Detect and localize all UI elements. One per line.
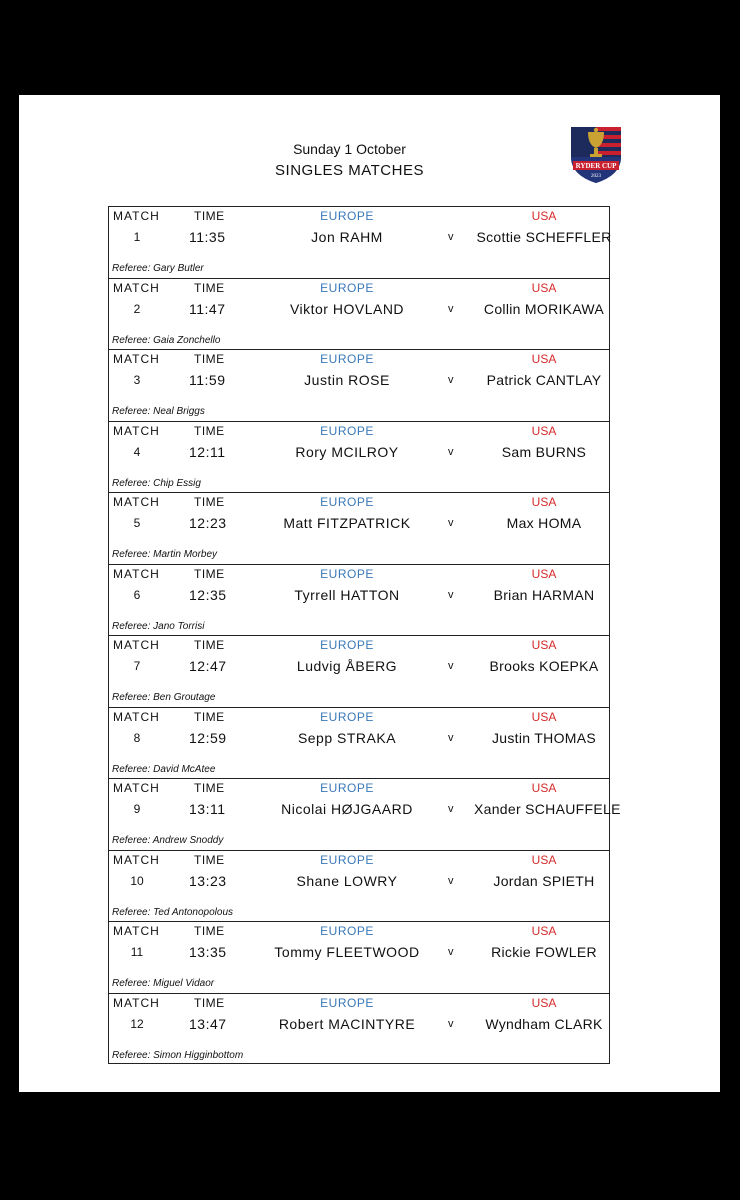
europe-column-label: EUROPE — [320, 352, 374, 366]
match-column-label: MATCH — [113, 280, 160, 295]
tee-time: 11:35 — [189, 229, 226, 245]
referee-name: Referee: Chip Essig — [112, 477, 201, 489]
time-column-label: TIME — [194, 781, 225, 795]
referee-name: Referee: Ben Groutage — [112, 692, 216, 703]
usa-column-label: USA — [531, 566, 557, 581]
tee-time: 13:11 — [189, 801, 226, 817]
match-number: 7 — [133, 659, 141, 673]
tee-time: 12:23 — [189, 515, 227, 531]
match-row — [109, 851, 609, 923]
logo-wordmark: RYDER CUP — [575, 162, 617, 170]
tee-time: 11:47 — [189, 300, 226, 317]
time-column-label: TIME — [194, 280, 225, 295]
versus-label: v — [448, 588, 454, 601]
europe-player: Viktor HOVLAND — [289, 300, 405, 317]
match-column-label: MATCH — [113, 924, 160, 938]
versus-label: v — [448, 731, 454, 744]
match-row — [109, 636, 609, 708]
europe-player: Tommy FLEETWOOD — [274, 944, 420, 960]
usa-player: Sam BURNS — [501, 443, 587, 460]
match-row — [109, 565, 609, 637]
versus-label: v — [448, 1017, 454, 1030]
versus-label: v — [448, 946, 454, 958]
europe-column-label: EUROPE — [320, 423, 374, 438]
versus-label: v — [448, 660, 454, 672]
europe-column-label: EUROPE — [320, 995, 374, 1010]
time-column-label: TIME — [194, 495, 225, 509]
referee-name: Referee: Andrew Snoddy — [112, 835, 224, 846]
time-column-label: TIME — [194, 709, 225, 724]
match-number: 2 — [133, 301, 141, 316]
usa-player: Xander SCHAUFFELE — [474, 801, 621, 817]
versus-label: v — [448, 517, 454, 529]
usa-column-label: USA — [531, 352, 557, 366]
match-number: 11 — [130, 945, 144, 959]
versus-label: v — [448, 231, 454, 243]
tee-time: 12:47 — [189, 658, 227, 674]
match-number: 10 — [130, 873, 144, 888]
tee-time: 11:59 — [189, 372, 226, 388]
match-number: 1 — [133, 230, 141, 244]
usa-player: Max HOMA — [506, 515, 582, 531]
match-row — [109, 207, 612, 279]
usa-player: Collin MORIKAWA — [483, 300, 605, 317]
tee-time: 12:11 — [189, 443, 226, 460]
versus-label: v — [448, 374, 454, 386]
usa-column-label: USA — [531, 209, 557, 223]
usa-player: Rickie FOWLER — [491, 944, 597, 960]
usa-column-label: USA — [531, 852, 557, 867]
usa-column-label: USA — [531, 280, 557, 295]
schedule-date: Sunday 1 October — [293, 141, 406, 157]
referee-name: Referee: Gary Butler — [112, 263, 204, 274]
time-column-label: TIME — [194, 566, 225, 581]
referee-name: Referee: Jano Torrisi — [112, 620, 205, 632]
match-number: 5 — [133, 516, 141, 530]
tee-time: 12:35 — [189, 586, 227, 603]
match-column-label: MATCH — [113, 709, 160, 724]
referee-name: Referee: David McAtee — [112, 763, 216, 775]
usa-player: Jordan SPIETH — [493, 872, 595, 889]
europe-player: Ludvig ÅBERG — [296, 658, 398, 674]
match-row — [109, 422, 609, 494]
usa-player: Wyndham CLARK — [485, 1015, 603, 1032]
europe-player: Sepp STRAKA — [297, 729, 397, 746]
europe-column-label: EUROPE — [320, 852, 374, 867]
europe-column-label: EUROPE — [320, 924, 374, 938]
match-number: 8 — [133, 730, 141, 745]
match-column-label: MATCH — [113, 995, 160, 1010]
usa-column-label: USA — [531, 781, 557, 795]
singles-matches-table — [108, 206, 621, 1064]
ryder-cup-logo — [567, 123, 625, 185]
match-row — [109, 994, 609, 1066]
match-column-label: MATCH — [113, 566, 160, 581]
usa-column-label: USA — [531, 995, 557, 1010]
match-row — [109, 779, 621, 851]
referee-name: Referee: Neal Briggs — [112, 406, 205, 417]
match-number: 3 — [133, 373, 141, 387]
match-column-label: MATCH — [113, 781, 160, 795]
match-row — [109, 350, 609, 422]
time-column-label: TIME — [194, 638, 225, 652]
referee-name: Referee: Ted Antonopolous — [112, 906, 234, 918]
tee-time: 13:47 — [189, 1015, 227, 1032]
referee-name: Referee: Gaia Zonchello — [112, 334, 221, 346]
time-column-label: TIME — [194, 423, 225, 438]
usa-column-label: USA — [531, 709, 557, 724]
match-number: 9 — [133, 802, 141, 816]
europe-column-label: EUROPE — [320, 280, 374, 295]
match-number: 4 — [133, 444, 141, 459]
europe-column-label: EUROPE — [320, 209, 374, 223]
match-column-label: MATCH — [113, 852, 160, 867]
time-column-label: TIME — [194, 924, 225, 938]
europe-column-label: EUROPE — [320, 709, 374, 724]
referee-name: Referee: Miguel Vidaor — [112, 978, 215, 989]
usa-column-label: USA — [531, 924, 557, 938]
europe-player: Rory MCILROY — [295, 443, 399, 460]
usa-column-label: USA — [531, 423, 557, 438]
europe-column-label: EUROPE — [320, 781, 374, 795]
time-column-label: TIME — [194, 995, 225, 1010]
schedule-title: SINGLES MATCHES — [275, 162, 424, 179]
usa-player: Patrick CANTLAY — [486, 372, 602, 388]
usa-player: Brian HARMAN — [493, 586, 595, 603]
europe-player: Nicolai HØJGAARD — [281, 801, 413, 817]
europe-column-label: EUROPE — [320, 638, 374, 652]
europe-column-label: EUROPE — [320, 566, 374, 581]
europe-player: Shane LOWRY — [296, 872, 398, 889]
tee-time: 13:23 — [189, 872, 227, 889]
usa-player: Scottie SCHEFFLER — [476, 229, 612, 245]
match-column-label: MATCH — [113, 209, 160, 223]
versus-label: v — [448, 874, 454, 887]
logo-year: 2023 — [591, 174, 601, 179]
europe-player: Robert MACINTYRE — [278, 1015, 416, 1032]
usa-column-label: USA — [531, 495, 557, 509]
document-page — [19, 95, 720, 1092]
europe-column-label: EUROPE — [320, 495, 374, 509]
match-column-label: MATCH — [113, 495, 160, 509]
versus-label: v — [448, 445, 454, 458]
time-column-label: TIME — [194, 209, 225, 223]
time-column-label: TIME — [194, 852, 225, 867]
europe-player: Tyrrell HATTON — [294, 586, 400, 603]
versus-label: v — [448, 302, 454, 315]
tee-time: 13:35 — [189, 944, 227, 960]
referee-name: Referee: Martin Morbey — [112, 549, 218, 560]
europe-player: Jon RAHM — [311, 229, 383, 245]
match-row — [109, 708, 609, 780]
time-column-label: TIME — [194, 352, 225, 366]
usa-column-label: USA — [531, 638, 557, 652]
tee-time: 12:59 — [189, 729, 227, 746]
match-number: 12 — [130, 1016, 144, 1031]
match-number: 6 — [133, 587, 141, 602]
match-column-label: MATCH — [113, 352, 160, 366]
referee-name: Referee: Simon Higginbottom — [112, 1049, 244, 1061]
match-column-label: MATCH — [113, 638, 160, 652]
europe-player: Justin ROSE — [304, 372, 390, 388]
match-row — [109, 493, 609, 565]
europe-player: Matt FITZPATRICK — [283, 515, 411, 531]
usa-player: Brooks KOEPKA — [489, 658, 599, 674]
match-column-label: MATCH — [113, 423, 160, 438]
match-row — [109, 279, 609, 351]
versus-label: v — [448, 803, 454, 815]
usa-player: Justin THOMAS — [492, 729, 596, 746]
match-row — [109, 922, 609, 994]
